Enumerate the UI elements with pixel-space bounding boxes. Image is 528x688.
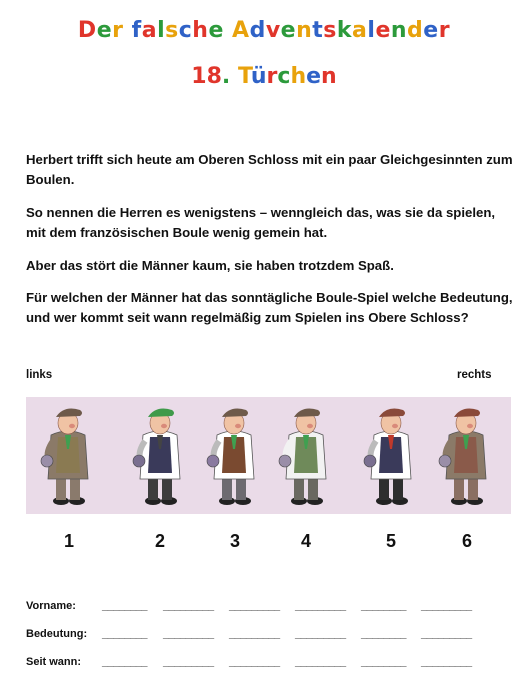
answer-blank[interactable]: ________ [102, 600, 147, 612]
illustration-background [26, 397, 511, 514]
answer-blank[interactable]: ________ [361, 628, 406, 640]
subtitle-letter: r [266, 64, 278, 89]
title-letter: s [323, 18, 337, 43]
boule-players-illustration [26, 397, 511, 514]
title-letter: l [367, 18, 376, 43]
title-letter: A [232, 18, 250, 43]
subtitle-letter: ü [250, 64, 267, 89]
title-letter: s [165, 18, 179, 43]
title-letter: l [157, 18, 166, 43]
title-letter: k [336, 18, 353, 43]
subtitle-letter: n [321, 64, 337, 89]
subtitle-letter: 1 [191, 64, 207, 89]
title-letter: r [438, 18, 451, 43]
player-number-1: 1 [63, 531, 74, 551]
page-subtitle [0, 64, 528, 89]
title-letter: r [112, 18, 124, 43]
title-letter: h [192, 18, 209, 43]
boule-ball-icon [207, 455, 219, 467]
subtitle-letter: e [306, 64, 322, 89]
title-letter: a [352, 18, 368, 43]
player-number-4: 4 [300, 531, 311, 551]
boule-paragraph: So nennen die Herren es wenigstens – wenngleich das, was sie da spielen, mit dem französischen Boule wenig gemein hat. [26, 205, 496, 240]
title-letter: n [390, 18, 408, 43]
answer-blank[interactable]: _________ [229, 656, 280, 668]
answer-blank[interactable]: ________ [102, 628, 147, 640]
title-letter: a [141, 18, 158, 43]
subtitle-letter [230, 64, 238, 89]
label-left: links [26, 369, 53, 381]
boule-ball-icon [41, 455, 53, 467]
title-letter: c [178, 18, 193, 43]
fun-paragraph: Aber das stört die Männer kaum, sie haben trotzdem Spaß. [26, 258, 394, 273]
answer-blank[interactable]: _________ [163, 628, 214, 640]
title-letter: e [280, 18, 297, 43]
question-paragraph: Für welchen der Männer hat das sonntägliche Boule-Spiel welche Bedeutung, und wer kommt seit wann regelmäßig zum Spielen ins Obere Schloss? [26, 290, 513, 325]
answer-blank[interactable]: _________ [295, 600, 346, 612]
answer-blank[interactable]: _________ [421, 628, 472, 640]
subtitle-letter: c [277, 64, 291, 89]
form-label-seit-wann: Seit wann: [26, 656, 82, 668]
form-label-bedeutung: Bedeutung: [26, 628, 88, 640]
subtitle-letter: T [237, 64, 251, 89]
answer-blank[interactable]: _________ [295, 628, 346, 640]
answer-blank[interactable]: _________ [295, 656, 346, 668]
answer-blank[interactable]: _________ [163, 600, 214, 612]
player-number-5: 5 [385, 531, 396, 551]
boule-ball-icon [279, 455, 291, 467]
title-letter: e [375, 18, 391, 43]
player-number-6: 6 [461, 531, 472, 551]
title-letter: e [423, 18, 439, 43]
title-letter: D [77, 18, 97, 43]
title-letter: t [312, 18, 324, 43]
answer-blank[interactable]: ________ [361, 656, 406, 668]
boule-ball-icon [364, 455, 376, 467]
subtitle-letter: 8 [206, 64, 222, 89]
player-number-3: 3 [229, 531, 240, 551]
intro-paragraph: Herbert trifft sich heute am Oberen Schloss mit ein paar Gleichgesinnten zum Boulen. [26, 152, 513, 187]
label-right: rechts [457, 369, 492, 381]
player-number-2: 2 [154, 531, 165, 551]
answer-blank[interactable]: _________ [421, 600, 472, 612]
title-letter: e [208, 18, 224, 43]
form-label-vorname: Vorname: [26, 600, 76, 612]
title-letter [123, 18, 131, 43]
answer-blank[interactable]: _________ [229, 628, 280, 640]
title-letter: d [407, 18, 424, 43]
page-title [0, 18, 528, 43]
title-letter: f [131, 18, 142, 43]
title-letter: d [249, 18, 266, 43]
answer-blank[interactable]: _________ [421, 656, 472, 668]
boule-ball-icon [439, 455, 451, 467]
answer-blank[interactable]: _________ [229, 600, 280, 612]
subtitle-letter: h [290, 64, 307, 89]
title-letter: v [265, 18, 281, 43]
title-letter: e [96, 18, 113, 43]
answer-blank[interactable]: _________ [163, 656, 214, 668]
answer-blank[interactable]: ________ [361, 600, 406, 612]
title-letter [224, 18, 232, 43]
subtitle-letter: . [221, 64, 231, 89]
boule-ball-icon [133, 455, 145, 467]
title-letter: n [296, 18, 313, 43]
answer-blank[interactable]: ________ [102, 656, 147, 668]
